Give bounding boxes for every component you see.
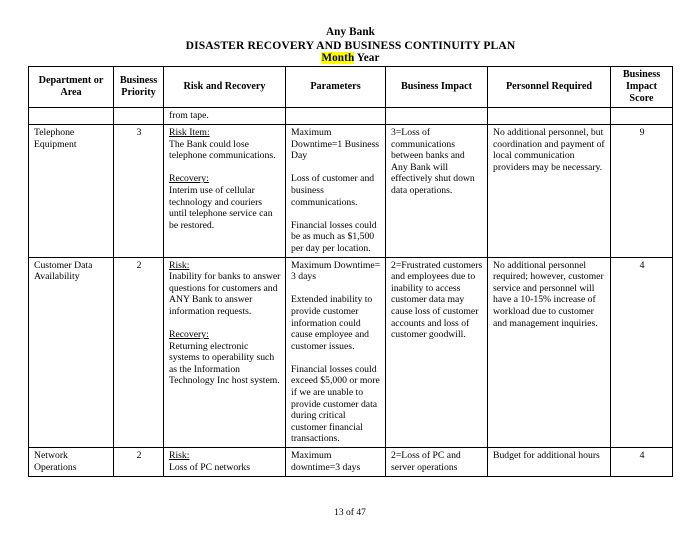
cell-risk-and-recovery: from tape. <box>164 108 286 125</box>
cell-risk-and-recovery <box>164 125 286 258</box>
table-row <box>29 257 673 448</box>
parameters-line-1: Maximum Downtime=1 Business Day <box>291 127 380 162</box>
column-header-risk-and-recovery: Risk and Recovery <box>164 67 286 108</box>
recovery-text: Returning electronic systems to operability such as the Information Technology Inc host system. <box>169 340 280 387</box>
cell-risk-and-recovery <box>164 257 286 448</box>
cell-impact-score: 4 <box>611 448 673 477</box>
parameters-line-3: Financial losses could be as much as $1,500 per day per location. <box>291 219 377 254</box>
heading-company: Any Bank <box>326 26 375 38</box>
risk-register-table <box>28 66 673 477</box>
cell-department: Customer Data Availability <box>29 257 114 448</box>
heading-month-highlight: Month <box>321 52 355 65</box>
risk-text: The Bank could lose telephone communications. <box>169 138 276 162</box>
column-header-business-impact-score: Business Impact Score <box>611 67 673 108</box>
recovery-label: Recovery: <box>169 173 209 185</box>
cell-personnel-required: Budget for additional hours <box>488 448 611 477</box>
cell-priority: 3 <box>114 125 164 258</box>
risk-label: Risk: <box>169 450 190 462</box>
cell-department: Network Operations <box>29 448 114 477</box>
cell-parameters: Maximum downtime=3 days <box>286 448 386 477</box>
risk-label: Risk: <box>169 259 190 271</box>
column-header-business-impact: Business Impact <box>386 67 488 108</box>
cell-department <box>29 108 114 125</box>
heading-date <box>28 52 673 65</box>
risk-text: Inability for banks to answer questions for customers and ANY Bank to answer information requests. <box>169 271 281 317</box>
cell-personnel-required <box>488 108 611 125</box>
cell-parameters <box>286 257 386 448</box>
cell-business-impact: 2=Loss of PC and server operations <box>386 448 488 477</box>
column-header-department: Department or Area <box>29 67 114 108</box>
parameters-line-1: Maximum Downtime= 3 days <box>291 259 381 283</box>
cell-parameters <box>286 108 386 125</box>
heading-plan-title: DISASTER RECOVERY AND BUSINESS CONTINUITY PLAN <box>185 39 516 53</box>
cell-parameters <box>286 125 386 258</box>
column-header-parameters: Parameters <box>286 67 386 108</box>
cell-personnel-required: No additional personnel required; however, customer service and personnel will have a 10-15% increase of workload due to customer and management inquiries. <box>488 257 611 448</box>
page-footer: 13 of 47 <box>334 508 366 518</box>
cell-priority <box>114 108 164 125</box>
cell-business-impact <box>386 108 488 125</box>
cell-impact-score: 9 <box>611 125 673 258</box>
document-heading <box>28 26 673 66</box>
cell-priority: 2 <box>114 448 164 477</box>
risk-text: Loss of PC networks <box>169 461 251 473</box>
cell-impact-score <box>611 108 673 125</box>
cell-risk-and-recovery <box>164 448 286 477</box>
heading-year: Year <box>356 52 380 65</box>
cell-business-impact: 2=Frustrated customers and employees due to inability to access customer data may cause loss of customer accounts and loss of customer goodwill. <box>386 257 488 448</box>
column-header-business-priority: Business Priority <box>114 67 164 108</box>
cell-personnel-required: No additional personnel, but coordination and payment of local communication providers may be necessary. <box>488 125 611 258</box>
table-header-row <box>29 67 673 108</box>
parameters-line-3: Financial losses could exceed $5,000 or more if we are unable to provide customer data during critical customer financial transactions. <box>291 363 380 445</box>
cell-impact-score: 4 <box>611 257 673 448</box>
table-row-continuation <box>29 108 673 125</box>
risk-label: Risk Item: <box>169 127 210 138</box>
parameters-line-2: Extended inability to provide customer information could cause employee and customer issues. <box>291 294 373 352</box>
cell-business-impact: 3=Loss of communications between banks and Any Bank will effectively shut down data operations. <box>386 125 488 258</box>
cell-priority: 2 <box>114 257 164 448</box>
recovery-label: Recovery: <box>169 329 209 341</box>
column-header-personnel-required: Personnel Required <box>488 67 611 108</box>
parameters-line-2: Loss of customer and business communications. <box>291 173 375 208</box>
recovery-text: Interim use of cellular technology and couriers until telephone service can be restored. <box>169 184 273 231</box>
table-row <box>29 448 673 477</box>
table-row <box>29 125 673 258</box>
cell-department: Telephone Equipment <box>29 125 114 258</box>
